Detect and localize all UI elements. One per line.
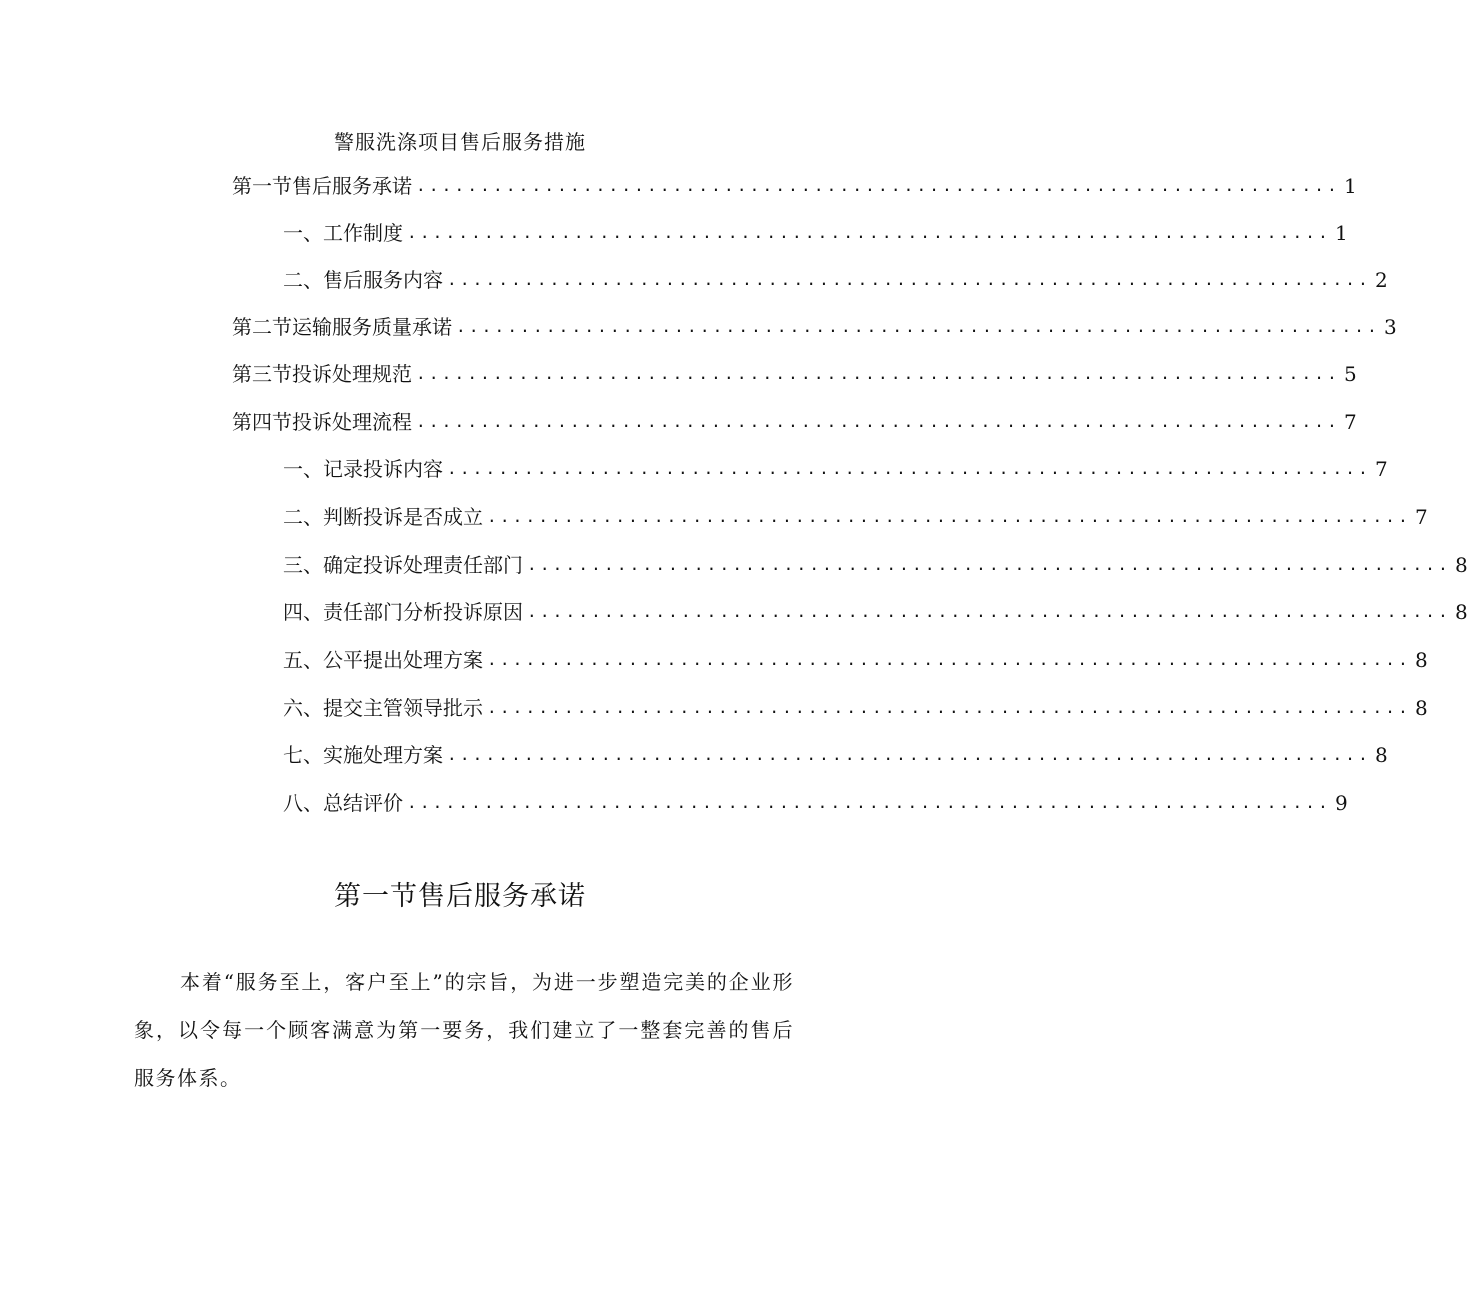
toc-entry-text: 第四节投诉处理流程 (232, 410, 412, 434)
toc-leader-dots: ........................................................................ (407, 793, 1331, 812)
toc-entry-page: 1 (1343, 174, 1357, 198)
toc-entry[interactable] (283, 549, 1468, 581)
toc-entry-text: 一、工作制度 (283, 221, 403, 245)
body-paragraph: 本着“服务至上，客户至上”的宗旨，为进一步塑造完美的企业形象，以令每一个顾客满意为第一要务，我们建立了一整套完善的售后服务体系。 (134, 970, 794, 1090)
toc-leader-dots: ........................................................................ (447, 745, 1371, 764)
toc-leader-dots: ........................................................................ (416, 176, 1340, 195)
toc-entry[interactable] (283, 596, 1468, 628)
toc-entry-page: 5 (1343, 362, 1357, 386)
toc-entry-text: 第三节投诉处理规范 (232, 362, 412, 386)
toc-entry[interactable] (283, 501, 1428, 533)
toc-entry-text: 五、公平提出处理方案 (283, 648, 483, 672)
toc-entry[interactable] (232, 406, 1357, 438)
toc-entry-page: 7 (1414, 505, 1428, 529)
toc-leader-dots: ........................................................................ (487, 507, 1411, 526)
toc-entry-page: 2 (1374, 268, 1388, 292)
toc-entry-text: 四、责任部门分析投诉原因 (283, 600, 523, 624)
toc-entry-text: 八、总结评价 (283, 791, 403, 815)
toc-entry-text: 二、售后服务内容 (283, 268, 443, 292)
toc-leader-dots: ........................................................................ (416, 364, 1340, 383)
toc-leader-dots: ........................................................................ (527, 602, 1451, 621)
toc-entry[interactable] (283, 453, 1388, 485)
toc-entry[interactable] (283, 264, 1388, 296)
toc-entry[interactable] (283, 217, 1348, 249)
toc-entry-page: 7 (1374, 457, 1388, 481)
toc-entry[interactable] (283, 644, 1428, 676)
toc-entry-page: 8 (1374, 743, 1388, 767)
toc-leader-dots: ........................................................................ (447, 459, 1371, 478)
toc-entry-page: 7 (1343, 410, 1357, 434)
toc-entry[interactable] (283, 739, 1388, 771)
toc-entry-text: 第一节售后服务承诺 (232, 174, 412, 198)
toc-entry-page: 3 (1383, 315, 1397, 339)
toc-entry-page: 8 (1414, 648, 1428, 672)
toc-entry-page: 9 (1334, 791, 1348, 815)
toc-entry-text: 三、确定投诉处理责任部门 (283, 553, 523, 577)
toc-entry[interactable] (232, 170, 1357, 202)
toc-entry-text: 二、判断投诉是否成立 (283, 505, 483, 529)
toc-entry[interactable] (283, 692, 1428, 724)
toc-entry[interactable] (232, 311, 1397, 343)
toc-entry-page: 8 (1414, 696, 1428, 720)
toc-leader-dots: ........................................................................ (447, 270, 1371, 289)
toc-entry-page: 8 (1454, 600, 1468, 624)
toc-entry-text: 六、提交主管领导批示 (283, 696, 483, 720)
toc-leader-dots: ........................................................................ (407, 223, 1331, 242)
toc-entry-text: 第二节运输服务质量承诺 (232, 315, 452, 339)
section-heading: 第一节售后服务承诺 (334, 881, 586, 912)
toc-entry[interactable] (283, 787, 1348, 819)
toc-entry-text: 七、实施处理方案 (283, 743, 443, 767)
toc-leader-dots: ........................................................................ (487, 698, 1411, 717)
toc-entry-text: 一、记录投诉内容 (283, 457, 443, 481)
toc-entry-page: 1 (1334, 221, 1348, 245)
toc-entry[interactable] (232, 358, 1357, 390)
document-title: 警服洗涤项目售后服务措施 (334, 130, 586, 154)
toc-leader-dots: ........................................................................ (487, 650, 1411, 669)
toc-leader-dots: ........................................................................ (456, 317, 1380, 336)
toc-leader-dots: ........................................................................ (527, 555, 1451, 574)
toc-entry-page: 8 (1454, 553, 1468, 577)
toc-leader-dots: ........................................................................ (416, 412, 1340, 431)
